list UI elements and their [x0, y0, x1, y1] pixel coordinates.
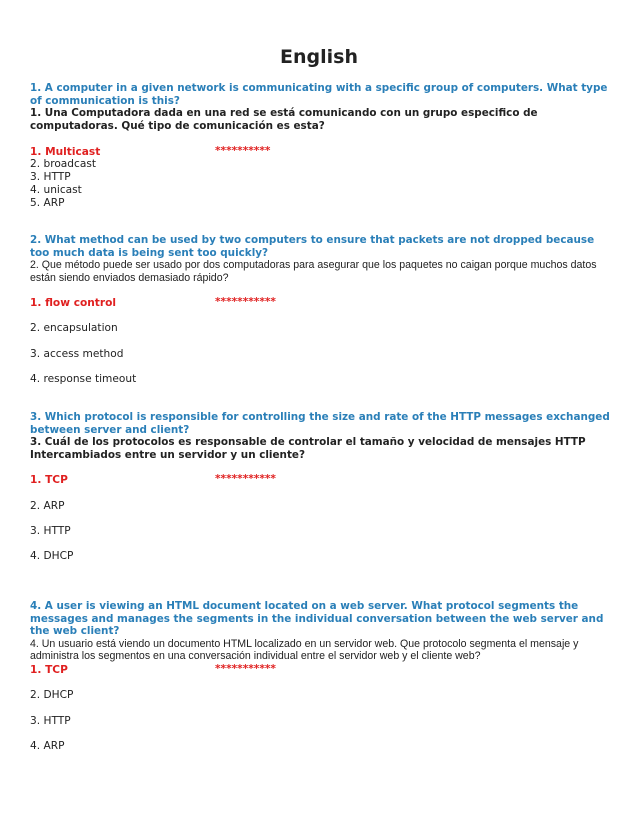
question-1-spanish: 1. Una Computadora dada en una red se está comunicando con un grupo especifico de computadoras. Qué tipo de comunicación es esta? [30, 107, 538, 132]
question-2-option-1-correct: 1. flow control [30, 297, 116, 309]
question-1-option-5: 5. ARP [30, 197, 65, 209]
question-4-option-3: 3. HTTP [30, 715, 71, 727]
question-3-spanish: 3. Cuál de los protocolos es responsable de controlar el tamaño y velocidad de mensajes HTTP Intercambiados entre un servidor y un cliente? [30, 436, 586, 461]
question-1-option-1-correct: 1. Multicast [30, 146, 101, 158]
question-4-option-2: 2. DHCP [30, 689, 74, 701]
question-1-option-3: 3. HTTP [30, 171, 71, 183]
question-2-option-2: 2. encapsulation [30, 322, 118, 334]
question-4-option-4: 4. ARP [30, 740, 65, 752]
question-4-answer-marker: *********** [215, 663, 276, 675]
question-1-option-2: 2. broadcast [30, 158, 97, 170]
question-1-option-4: 4. unicast [30, 184, 82, 196]
question-3-option-4: 4. DHCP [30, 550, 74, 562]
question-4 [30, 600, 610, 663]
question-2-spanish: 2. Que método puede ser usado por dos computadoras para asegurar que los paquetes no caigan porque muchos datos están siendo enviados demasiado rápido? [30, 259, 597, 284]
question-2-answer-marker: *********** [215, 296, 276, 308]
page-title: English [280, 46, 358, 68]
question-4-option-1-correct: 1. TCP [30, 664, 68, 676]
question-2-option-3: 3. access method [30, 348, 124, 360]
question-2-english: 2. What method can be used by two computers to ensure that packets are not dropped because too much data is being sent too quickly? [30, 234, 595, 259]
question-2-option-4: 4. response timeout [30, 373, 137, 385]
question-3-answer-marker: *********** [215, 473, 276, 485]
question-4-spanish: 4. Un usuario está viendo un documento HTML localizado en un servidor web. Que protocolo segmenta el mensaje y administra los segmentos en una conversación individual entre el servidor web y el cliente web? [30, 637, 579, 663]
question-3-option-1-correct: 1. TCP [30, 474, 68, 486]
question-3-english: 3. Which protocol is responsible for controlling the size and rate of the HTTP messages exchanged between server and client? [30, 411, 610, 436]
question-1 [30, 82, 610, 132]
question-1-english: 1. A computer in a given network is communicating with a specific group of computers. What type of communication is this? [30, 82, 608, 107]
question-3-option-3: 3. HTTP [30, 525, 71, 537]
question-4-english: 4. A user is viewing an HTML document located on a web server. What protocol segments the messages and manages the segments in the individual conversation between the web server and the web client? [30, 600, 604, 638]
question-3 [30, 411, 610, 461]
question-1-answer-marker: ********** [215, 145, 271, 157]
question-3-option-2: 2. ARP [30, 500, 65, 512]
question-2 [30, 234, 610, 284]
